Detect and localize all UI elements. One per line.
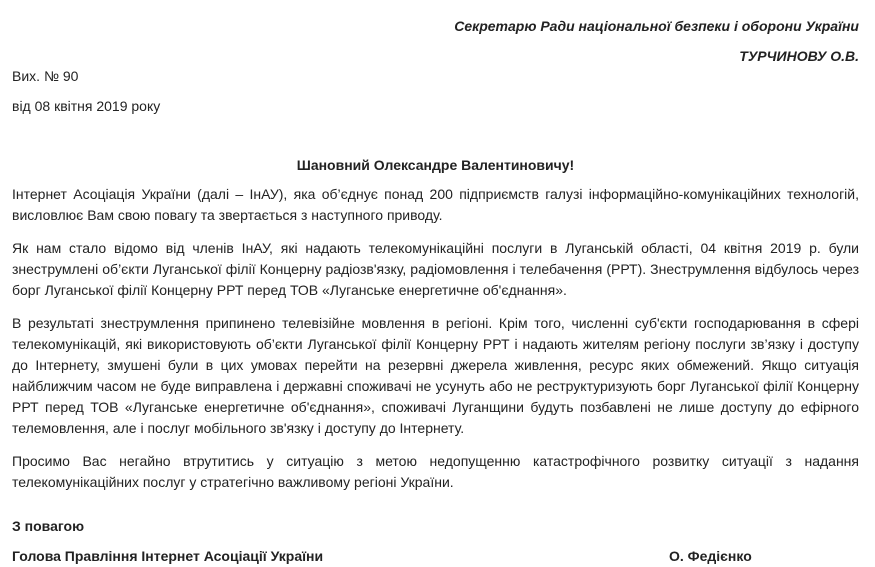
closing: З повагою <box>12 518 85 534</box>
letter-date: від 08 квітня 2019 року <box>12 98 161 114</box>
paragraph-incident: Як нам стало відомо від членів ІнАУ, які надають телекомунікаційні послуги в Луганській області, 04 квітня 2019 р. були знеструмлені об’єкти Луганської філії Концерну радіозв'язку, радіомовлення і телебачення (РРТ). Знеструмлення відбулось через борг Луганської філії Концерну РРТ перед ТОВ «Луганське енергетичне об'єднання». <box>12 240 859 298</box>
signatory-position: Голова Правління Інтернет Асоціації України <box>12 548 324 564</box>
letter-body <box>12 184 859 505</box>
letter-page <box>12 0 859 567</box>
paragraph-intro: Інтернет Асоціація України (далі – ІнАУ), яка об’єднує понад 200 підприємств галузі інформаційно-комунікаційних технологій, висловлює Вам свою повагу та звертається з наступного приводу. <box>12 186 859 223</box>
paragraph-consequences: В результаті знеструмлення припинено телевізійне мовлення в регіоні. Крім того, численні суб'єкти господарювання в сфері телекомунікацій, які використовують об’єкти Луганської філії Концерну РРТ і надають жителям регіону послуги зв’язку і доступу до Інтернету, змушені були в цих умовах перейти на резервні джерела живлення, ресурс яких обмежений. Якщо ситуація найближчим часом не буде виправлена і державні споживачі не усунуть або не реструктуризують борг Луганської філії Концерну РРТ перед ТОВ «Луганське енергетичне об'єднання», споживачі Луганщини будуть позбавлені не лише доступу до ефірного телемовлення, але і послуг мобільного зв'язку і доступу до Інтернету. <box>12 315 859 436</box>
outgoing-number: Вих. № 90 <box>12 68 79 84</box>
paragraph-request: Просимо Вас негайно втрутитись у ситуацію з метою недопущенню катастрофічного розвитку ситуації з надання телекомунікаційних послуг у стратегічно важливому регіоні України. <box>12 453 859 490</box>
addressee-title: Секретарю Ради національної безпеки і оборони України <box>454 18 859 34</box>
signatory-name: О. Федієнко <box>669 548 752 564</box>
salutation: Шановний Олександре Валентиновичу! <box>296 157 575 173</box>
addressee-name: ТУРЧИНОВУ О.В. <box>739 48 859 64</box>
